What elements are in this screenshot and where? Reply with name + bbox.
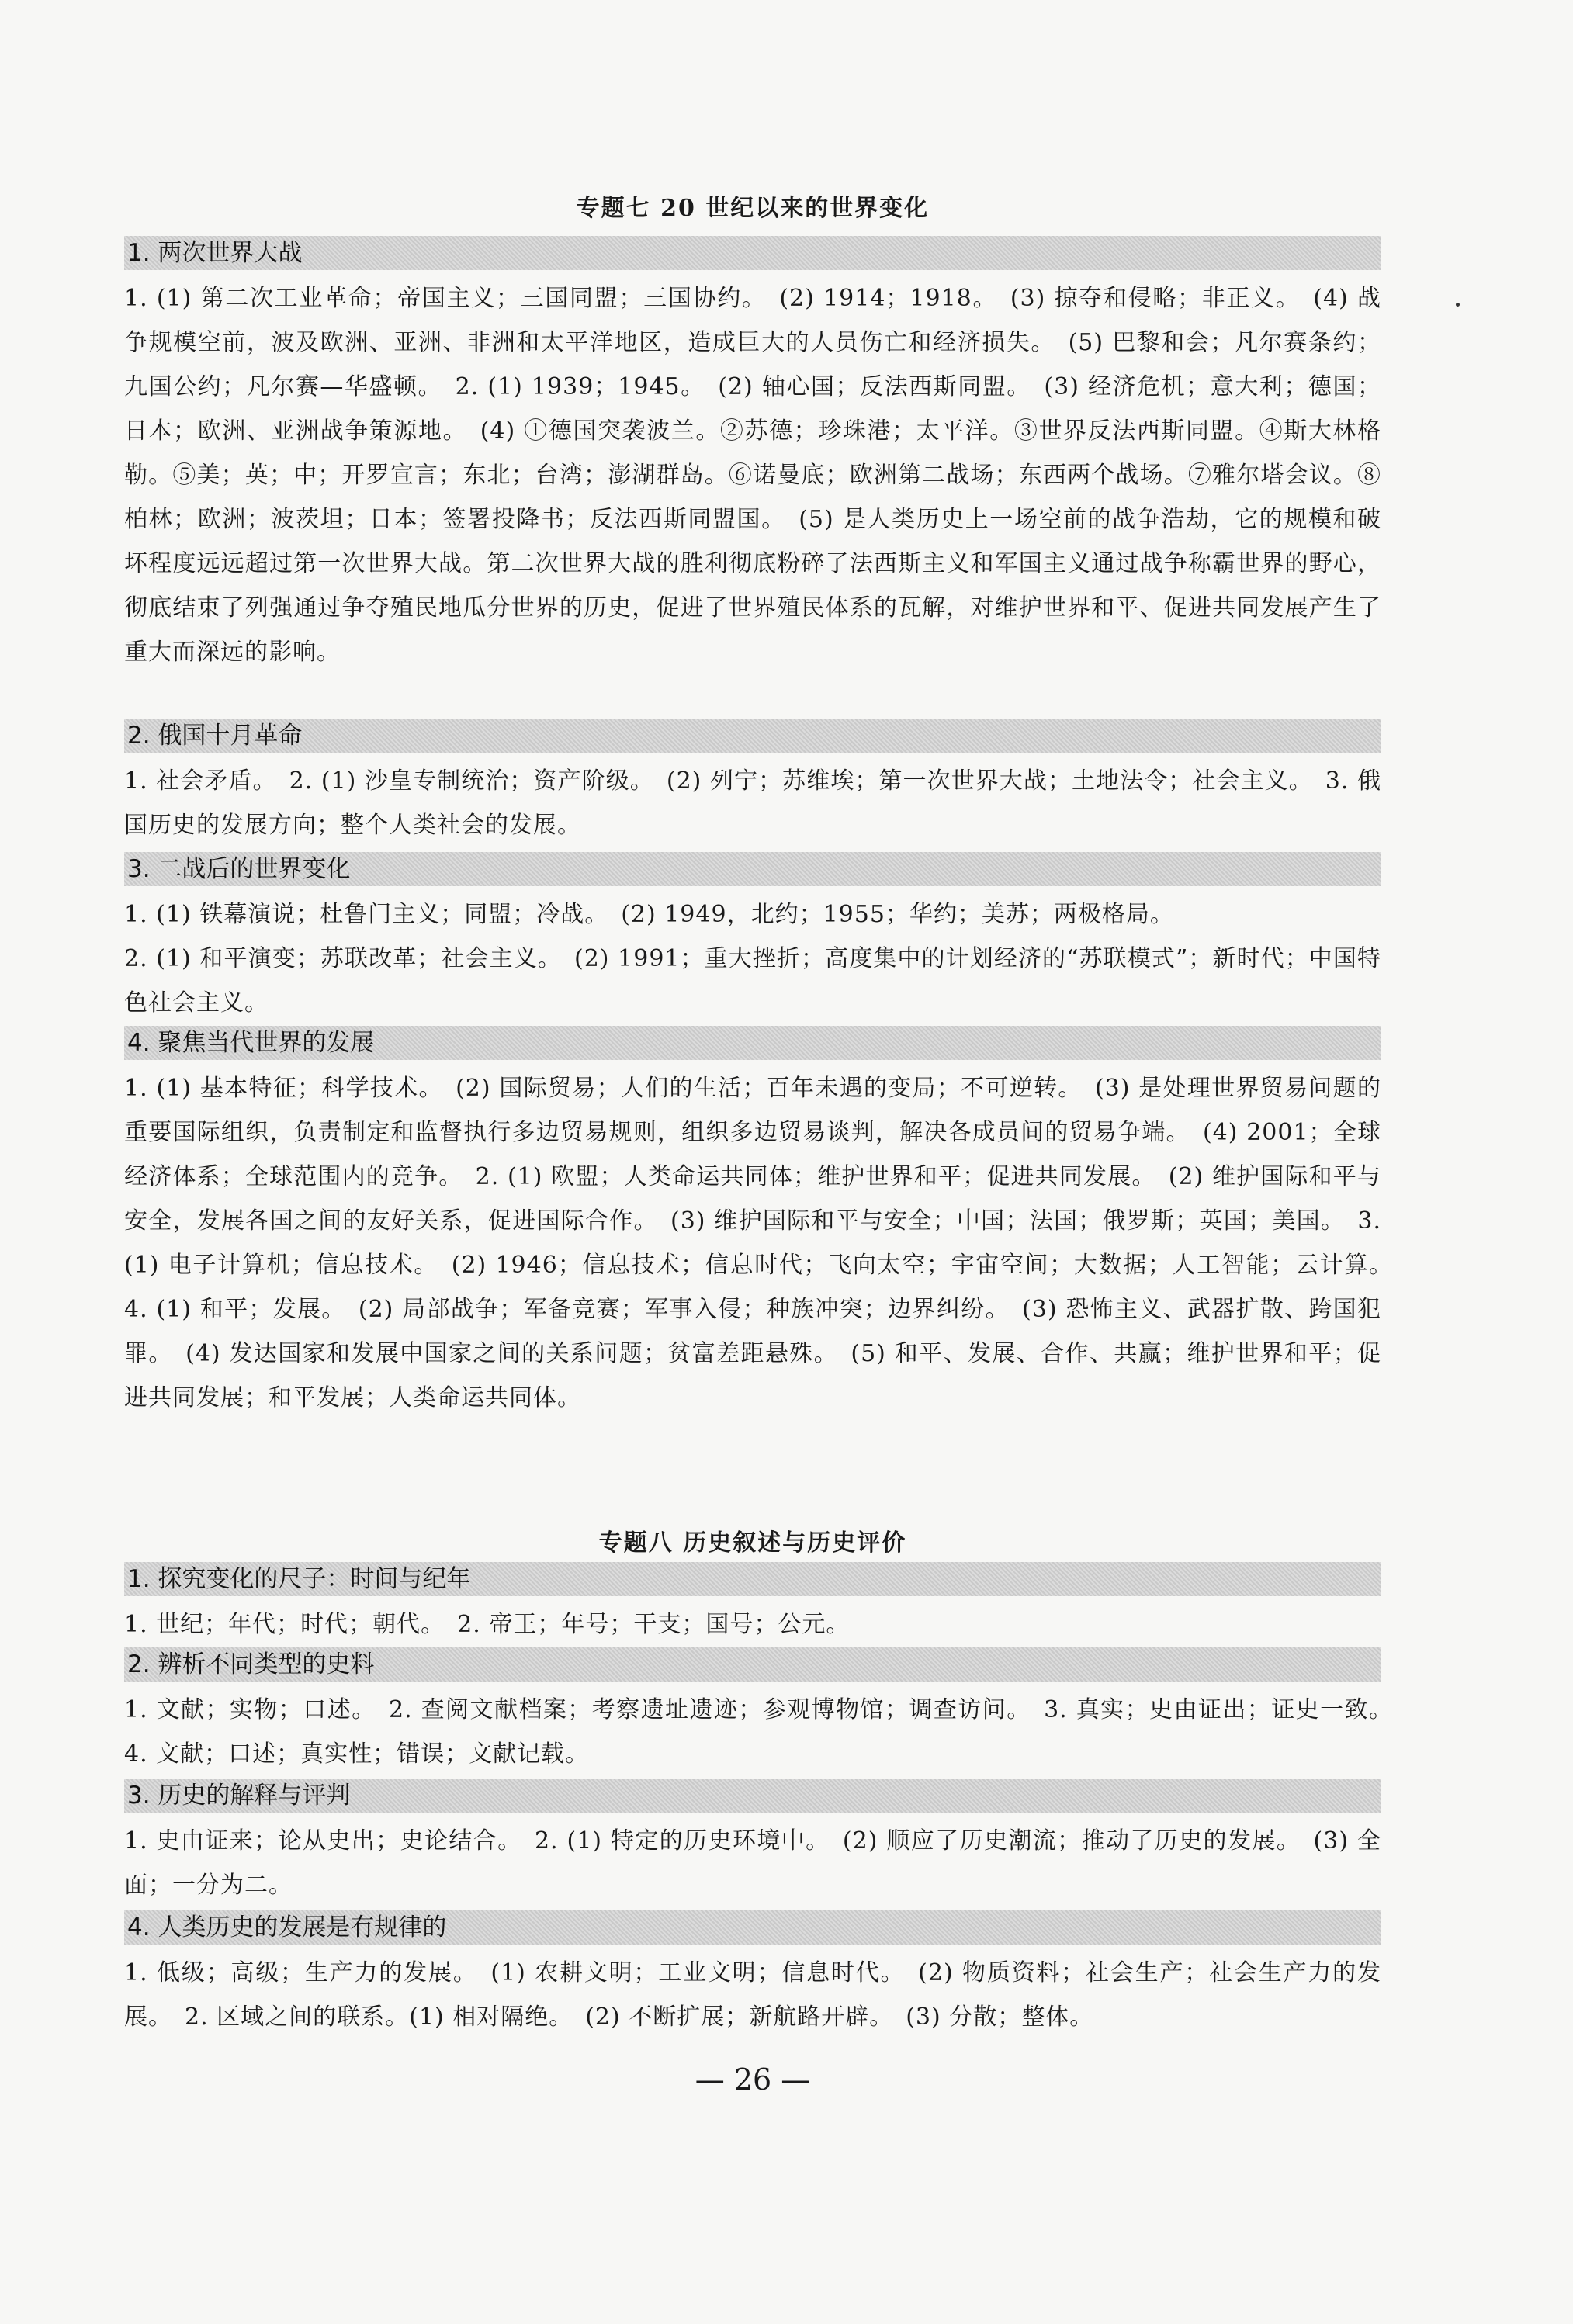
- topic8-title: 专题八 历史叙述与历史评价: [598, 1529, 907, 1557]
- section-header: 3. 历史的解释与评判: [124, 1779, 1381, 1813]
- section-body: 1. 文献；实物；口述。 2. 查阅文献档案；考察遗址遗迹；参观博物馆；调查访问。 3. 真实；史由证出；证史一致。 4. 文献；口述；真实性；错误；文献记载。: [124, 1696, 1405, 1768]
- section-body: 1. (1) 第二次工业革命；帝国主义；三国同盟；三国协约。 (2) 1914；1918。 (3) 掠夺和侵略；非正义。 (4) 战争规模空前，波及欧洲、亚洲、非洲和太平洋地区，造成巨大的人员伤亡和经济损失。 (5) 巴黎和会；凡尔赛条约；九国公约；凡尔赛—华盛顿。 2. (1) 1939；1945。 (2) 轴心国；反法西斯同盟。 (3) 经济危机；意大利；德国；日本；欧洲、亚洲战争策源地。 (4) ①德国突袭波兰。②苏德；珍珠港；太平洋。③世界反法西斯同盟。④斯大林格勒。⑤美；英；中；开罗宣言；东北；台湾；澎湖群岛。⑥诺曼底；欧洲第二战场；东西两个战场。⑦雅尔塔会议。⑧柏林；欧洲；波茨坦；日本；签署投降书；反法西斯同盟国。 (5) 是人类历史上一场空前的战争浩劫，它的规模和破坏程度远远超过第一次世界大战。第二次世界大战的胜利彻底粉碎了法西斯主义和军国主义通过战争称霸世界的野心，彻底结束了列强通过争夺殖民地瓜分世界的历史，促进了世界殖民体系的瓦解，对维护世界和平、促进共同发展产生了重大而深远的影响。: [124, 285, 1381, 666]
- stray-dot: [1456, 303, 1460, 307]
- section-header: 2. 俄国十月革命: [124, 719, 1381, 753]
- topic8-section-1: [124, 1562, 1381, 1647]
- topic7-section-3: [124, 852, 1381, 1025]
- section-body: 1. 低级；高级；生产力的发展。 (1) 农耕文明；工业文明；信息时代。 (2) 物质资料；社会生产；社会生产力的发展。 2. 区域之间的联系。(1) 相对隔绝。 (2) 不断扩展；新航路开辟。 (3) 分散；整体。: [124, 1959, 1381, 2031]
- section-body: 1. 社会矛盾。 2. (1) 沙皇专制统治；资产阶级。 (2) 列宁；苏维埃；第一次世界大战；土地法令；社会主义。 3. 俄国历史的发展方向；整个人类社会的发展。: [124, 767, 1381, 839]
- topic7-section-1: [124, 236, 1381, 674]
- topic7-title: 专题七 20 世纪以来的世界变化: [576, 195, 930, 222]
- section-body: 1. (1) 基本特征；科学技术。 (2) 国际贸易；人们的生活；百年未遇的变局；不可逆转。 (3) 是处理世界贸易问题的重要国际组织，负责制定和监督执行多边贸易规则，组织多边贸易谈判，解决各成员间的贸易争端。 (4) 2001；全球经济体系；全球范围内的竞争。 2. (1) 欧盟；人类命运共同体；维护世界和平；促进共同发展。 (2) 维护国际和平与安全，发展各国之间的友好关系，促进国际合作。 (3) 维护国际和平与安全；中国；法国；俄罗斯；英国；美国。 3. (1) 电子计算机；信息技术。 (2) 1946；信息技术；信息时代；飞向太空；宇宙空间；大数据；人工智能；云计算。 4. (1) 和平；发展。 (2) 局部战争；军备竞赛；军事入侵；种族冲突；边界纠纷。 (3) 恐怖主义、武器扩散、跨国犯罪。 (4) 发达国家和发展中国家之间的关系问题；贫富差距悬殊。 (5) 和平、发展、合作、共赢；维护世界和平；促进共同发展；和平发展；人类命运共同体。: [124, 1075, 1405, 1411]
- section-header: 4. 人类历史的发展是有规律的: [124, 1910, 1381, 1945]
- section-body: 1. (1) 铁幕演说；杜鲁门主义；同盟；冷战。 (2) 1949，北约；1955；华约；美苏；两极格局。 2. (1) 和平演变；苏联改革；社会主义。 (2) 1991；重大挫折；高度集中的计划经济的“苏联模式”；新时代；中国特色社会主义。: [124, 901, 1381, 1017]
- section-header: 1. 两次世界大战: [124, 236, 1381, 270]
- section-body: 1. 史由证来；论从史出；史论结合。 2. (1) 特定的历史环境中。 (2) 顺应了历史潮流；推动了历史的发展。 (3) 全面；一分为二。: [124, 1827, 1381, 1899]
- topic8-section-4: [124, 1910, 1381, 2039]
- section-header: 3. 二战后的世界变化: [124, 852, 1381, 886]
- topic8-section-3: [124, 1779, 1381, 1907]
- section-header: 2. 辨析不同类型的史料: [124, 1647, 1381, 1682]
- section-header: 4. 聚焦当代世界的发展: [124, 1026, 1381, 1060]
- topic7-section-2: [124, 719, 1381, 847]
- section-body: 1. 世纪；年代；时代；朝代。 2. 帝王；年号；干支；国号；公元。: [124, 1611, 851, 1638]
- page-number: — 26 —: [695, 2063, 811, 2097]
- topic7-section-4: [124, 1026, 1405, 1420]
- section-header: 1. 探究变化的尺子：时间与纪年: [124, 1562, 1381, 1596]
- topic8-section-2: [124, 1647, 1405, 1776]
